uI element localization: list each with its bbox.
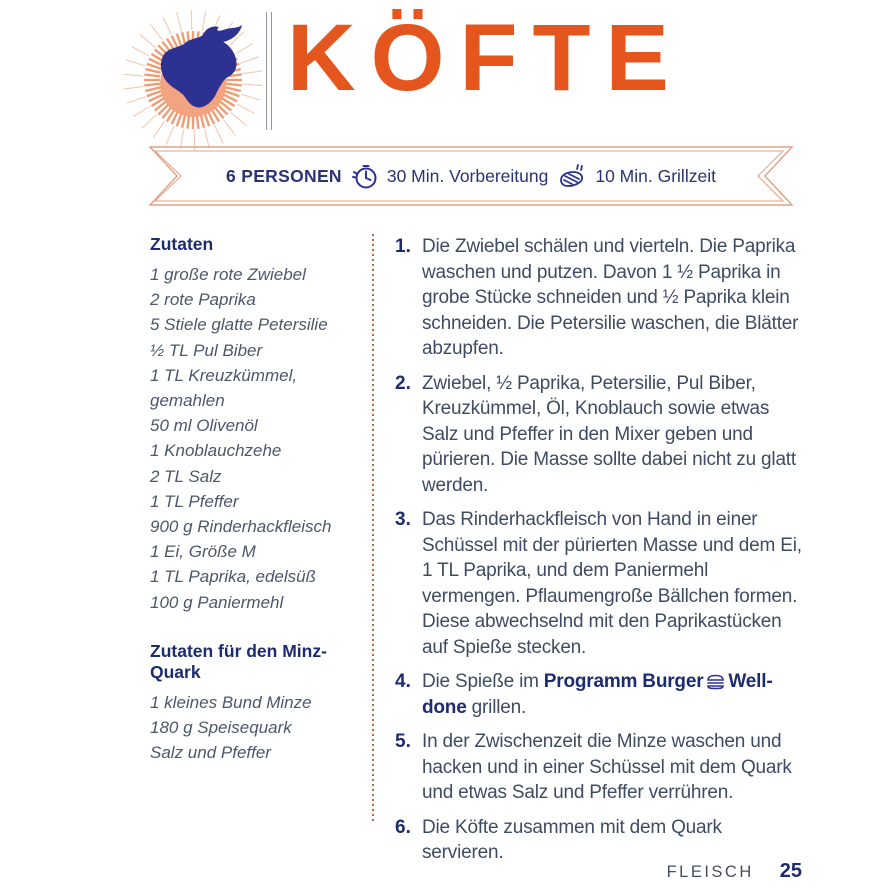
step-text-plain: Die Spieße im (422, 671, 544, 692)
step-3 (395, 507, 806, 660)
ingredients-column (150, 234, 363, 875)
program-name: Programm Burger (543, 671, 704, 692)
program-mode: Well-done (422, 671, 773, 718)
page-number: 25 (779, 860, 802, 882)
step-text: Zwiebel, ½ Paprika, Petersilie, Pul Biber, Kreuzkümmel, Öl, Knoblauch sowie etwas Salz und Pfeffer in den Mixer geben und pürieren. Die Masse sollte dabei nicht zu glatt werden. (422, 372, 796, 496)
mint-quark-list (150, 690, 363, 766)
header-separator (266, 12, 272, 130)
ingredient-item: 1 TL Pfeffer (150, 491, 239, 511)
step-number: 2. (395, 372, 411, 394)
step-2 (395, 371, 806, 499)
ingredient-item: 100 g Paniermehl (150, 592, 284, 612)
ingredient-item: 2 TL Salz (150, 466, 222, 486)
stopwatch-icon (351, 163, 378, 190)
step-1 (395, 234, 806, 362)
ingredient-item: 5 Stiele glatte Petersilie (150, 315, 328, 335)
chapter-label: FLEISCH (666, 863, 754, 881)
mint-quark-heading: Zutaten für den Minz-Quark (150, 640, 327, 682)
ingredient-item: 900 g Rinderhackfleisch (150, 517, 332, 537)
ingredient-item: 1 TL Paprika, edelsüß (150, 567, 316, 587)
grill-time-label: 10 Min. Grillzeit (595, 165, 716, 186)
ingredient-item: ½ TL Pul Biber (150, 340, 263, 360)
step-5 (395, 729, 806, 806)
bull-head-logo (118, 2, 268, 152)
ingredient-item: 1 kleines Bund Minze (150, 692, 312, 712)
burger-icon (706, 674, 725, 690)
page-footer (667, 860, 802, 883)
step-text-plain: grillen. (466, 696, 527, 718)
step-text: Die Zwiebel schälen und vierteln. Die Paprika waschen und putzen. Davon 1 ½ Paprika in grobe Stücke schneiden und ½ Paprika klein schneiden. Die Petersilie waschen, die Blätter abzupfen. (422, 236, 799, 359)
ingredient-item: 50 ml Olivenöl (150, 416, 258, 436)
step-text: Das Rinderhackfleisch von Hand in einer Schüssel mit der pürierten Masse und dem Ei, 1 TL Paprika, und dem Paniermehl vermengen. Pflaumengroße Bällchen formen. Diese abwechselnd mit den Paprikastücken auf Spieße stecken. (422, 509, 802, 658)
ingredients-heading: Zutaten (150, 234, 214, 254)
step-text: In der Zwischenzeit die Minze waschen und hacken und in einer Schüssel mit dem Quark und etwas Salz und Pfeffer verrühren. (422, 731, 792, 803)
recipe-body (150, 234, 806, 875)
dotted-column-divider (372, 234, 374, 822)
ingredient-item: 180 g Speisequark (150, 718, 292, 738)
ingredient-item: Salz und Pfeffer (150, 743, 271, 763)
recipe-meta-banner (149, 146, 793, 206)
prep-time-label: 30 Min. Vorbereitung (386, 165, 549, 186)
step-number: 1. (395, 236, 411, 257)
servings-label: 6 PERSONEN (226, 165, 342, 186)
grill-steak-icon (557, 163, 586, 190)
step-6 (395, 815, 806, 866)
ingredient-item: 1 Knoblauchzehe (150, 441, 282, 461)
step-4 (395, 669, 806, 720)
step-number: 3. (395, 509, 411, 530)
page-title: KÖFTE (287, 5, 684, 111)
ingredient-item: 2 rote Paprika (150, 290, 256, 310)
ingredient-item: 1 große rote Zwiebel (150, 265, 306, 284)
step-number: 5. (395, 731, 411, 752)
ingredient-item: 1 TL Kreuzkümmel, gemahlen (150, 365, 298, 411)
instructions-column (395, 234, 806, 875)
ingredients-list (150, 262, 363, 615)
step-number: 6. (395, 816, 411, 838)
step-number: 4. (395, 671, 411, 692)
ingredient-item: 1 Ei, Größe M (150, 542, 256, 562)
step-text: Die Köfte zusammen mit dem Quark servieren. (422, 816, 722, 863)
step-text (422, 669, 806, 720)
